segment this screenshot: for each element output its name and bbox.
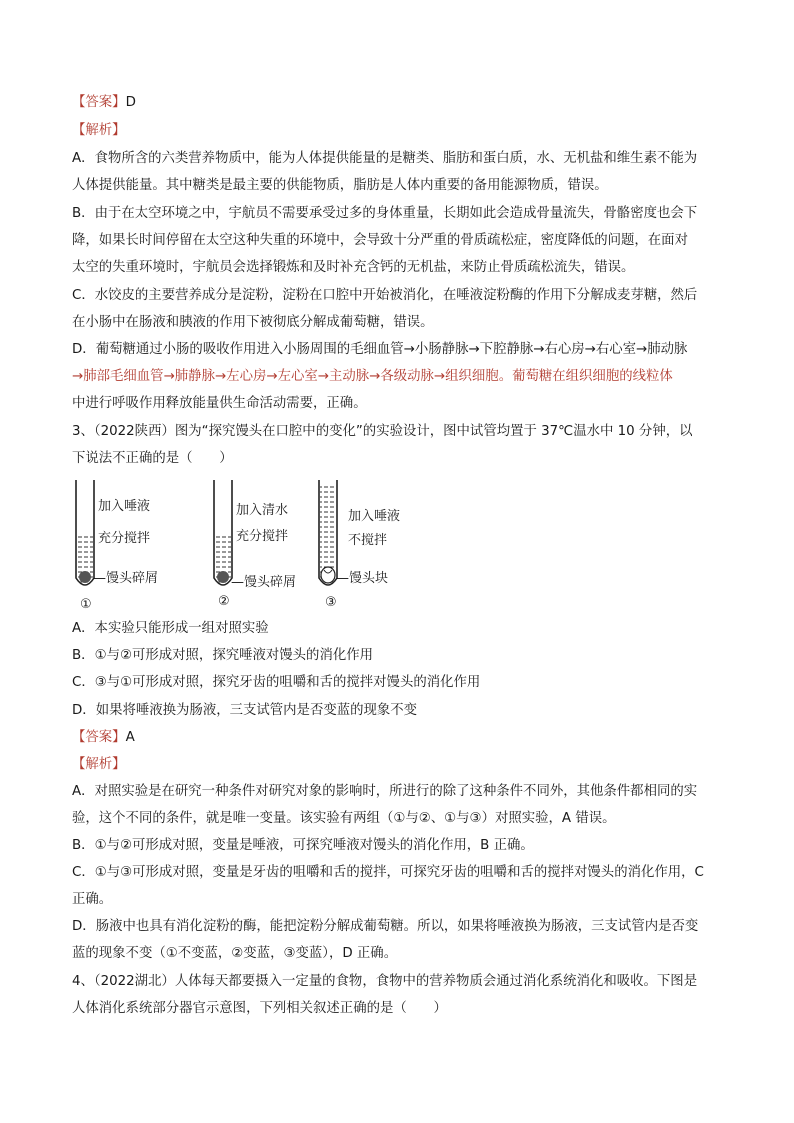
tube-2-label-stir: 充分搅拌 — [236, 529, 289, 544]
tube-3-label-sample: —馒头块 — [336, 571, 389, 586]
answer-value: D — [125, 95, 136, 110]
question3-option-a: A．本实验只能形成一组对照实验 — [72, 621, 269, 636]
analysis3-a-line2: 验，这个不同的条件，就是唯一变量。该实验有两组（①与②、①与③）对照实验，A 错误。 — [72, 811, 616, 826]
analysis3-b-line1: B．①与②可形成对照，变量是唾液，可探究唾液对馒头的消化作用，B 正确。 — [72, 838, 534, 853]
tube-2-number: ② — [218, 594, 230, 609]
analysis3-c-line2: 正确。 — [72, 892, 113, 907]
analysis-a-line2: 人体提供能量。其中糖类是最主要的供能物质，脂肪是人体内重要的备用能源物质，错误。 — [72, 178, 608, 193]
tube-3-label-stir: 不搅拌 — [348, 533, 388, 548]
answer-line — [72, 94, 732, 112]
analysis3-a-line1: A．对照实验是在研究一种条件对研究对象的影响时，所进行的除了这种条件不同外，其他条件都相同的实 — [72, 784, 698, 799]
answer-tag: 【答案】 — [72, 95, 126, 110]
question4-stem-line2: 人体消化系统部分器官示意图，下列相关叙述正确的是（ ） — [72, 1001, 447, 1016]
tube-2-bread-crumbs — [217, 571, 229, 583]
analysis-b-line3: 太空的失重环境时，宇航员会选择锻炼和及时补充含钙的无机盐，来防止骨质疏松流失，错误。 — [72, 260, 635, 275]
tube-3-label-add: 加入唾液 — [348, 509, 401, 524]
analysis-b-line2: 降，如果长时间停留在太空这种失重的环境中，会导致十分严重的骨质疏松症，密度降低的问题，在面对 — [72, 233, 688, 248]
tube-1-number: ① — [80, 597, 92, 612]
question3-stem-line2: 下说法不正确的是（ ） — [72, 451, 233, 466]
question4-stem-line1: 4、（2022湖北）人体每天都要摄入一定量的食物，食物中的营养物质会通过消化系统消化和吸收。下图是 — [72, 974, 698, 989]
analysis-c-line1: C．水饺皮的主要营养成分是淀粉，淀粉在口腔中开始被消化，在唾液淀粉酶的作用下分解成麦芽糖，然后 — [72, 288, 698, 303]
question3-stem-line1: 3、（2022陕西）图为“探究馒头在口腔中的变化”的实验设计，图中试管均置于 37℃温水中 10 分钟，以 — [72, 424, 693, 439]
analysis-b-line1: B．由于在太空环境之中，宇航员不需要承受过多的身体重量，长期如此会造成骨量流失，骨骼密度也会下 — [72, 206, 698, 221]
test-tube-figure — [60, 470, 440, 615]
analysis-d-line3: 中进行呼吸作用释放能量供生命活动需要，正确。 — [72, 396, 367, 411]
tube-3-bread-piece — [321, 567, 335, 583]
analysis-tag: 【解析】 — [72, 123, 126, 138]
tube-1-label-add: 加入唾液 — [98, 499, 151, 514]
answer3-value: A — [125, 730, 135, 745]
analysis3-d-line2: 蓝的现象不变（①不变蓝，②变蓝，③变蓝），D 正确。 — [72, 946, 398, 961]
analysis3-d-line1: D．肠液中也具有消化淀粉的酶，能把淀粉分解成葡萄糖。所以，如果将唾液换为肠液，三支试管内是否变 — [72, 919, 699, 934]
answer3-tag: 【答案】 — [72, 730, 126, 745]
tube-2-label-add: 加入清水 — [236, 503, 289, 518]
analysis-d-line1: D．葡萄糖通过小肠的吸收作用进入小肠周围的毛细血管→小肠静脉→下腔静脉→右心房→右心室→肺动脉 — [72, 342, 688, 357]
question3-option-b: B．①与②可形成对照，探究唾液对馒头的消化作用 — [72, 648, 374, 663]
tube-2-label-sample: —馒头碎屑 — [231, 575, 297, 590]
test-tube-2 — [214, 480, 296, 609]
analysis3-c-line1: C．①与③可形成对照，变量是牙齿的咀嚼和舌的搅拌，可探究牙齿的咀嚼和舌的搅拌对馒头的消化作用，C — [72, 865, 704, 880]
tube-1-label-stir: 充分搅拌 — [98, 531, 151, 546]
test-tube-1 — [76, 480, 158, 612]
analysis-d-line2: →肺部毛细血管→肺静脉→左心房→左心室→主动脉→各级动脉→组织细胞。葡萄糖在组织细胞的线粒体 — [72, 369, 673, 384]
analysis-a-line1: A．食物所含的六类营养物质中，能为人体提供能量的是糖类、脂肪和蛋白质，水、无机盐和维生素不能为 — [72, 151, 698, 166]
question3-option-d: D．如果将唾液换为肠液，三支试管内是否变蓝的现象不变 — [72, 703, 418, 718]
tube-3-number: ③ — [325, 595, 337, 610]
tube-1-label-sample: —馒头碎屑 — [93, 571, 159, 586]
analysis3-tag: 【解析】 — [72, 757, 126, 772]
analysis-c-line2: 在小肠中在肠液和胰液的作用下被彻底分解成葡萄糖，错误。 — [72, 315, 434, 330]
answer3-line — [72, 729, 732, 747]
tube-1-bread-crumbs — [79, 571, 91, 583]
test-tube-3 — [319, 480, 400, 610]
question3-option-c: C．③与①可形成对照，探究牙齿的咀嚼和舌的搅拌对馒头的消化作用 — [72, 675, 481, 690]
